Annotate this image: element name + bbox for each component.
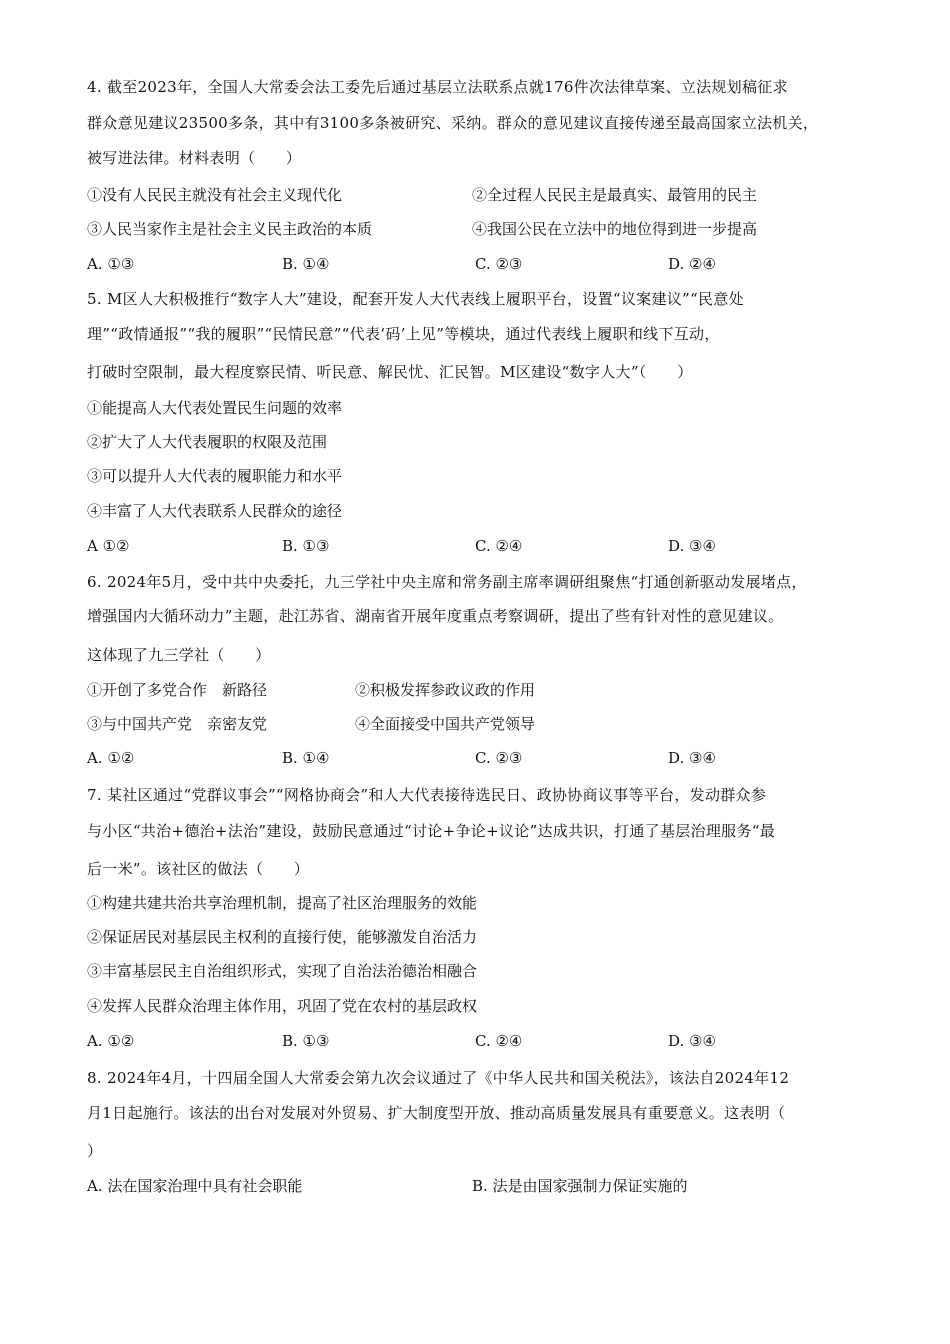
- choice-b: B. 法是由国家强制力保证实施的: [472, 1177, 688, 1195]
- question-stem-line: 4. 截至2023年，全国人大常委会法工委先后通过基层立法联系点就176件次法律草案、立法规划稿征求: [87, 78, 788, 96]
- statement-1: ①开创了多党合作 新路径: [87, 681, 268, 699]
- choice-c: C. ②③: [475, 255, 523, 273]
- question-stem-line: 月1日起施行。该法的出台对发展对外贸易、扩大制度型开放、推动高质量发展具有重要意义。这表明（: [87, 1104, 786, 1122]
- choice-b: B. ①④: [282, 255, 330, 273]
- choice-d: D. ③④: [668, 537, 716, 555]
- choice-c: C. ②④: [475, 537, 523, 555]
- statement-3: ③人民当家作主是社会主义民主政治的本质: [87, 220, 373, 238]
- choice-c: C. ②③: [475, 749, 523, 767]
- statement-4: ④丰富了人大代表联系人民群众的途径: [87, 502, 343, 520]
- choice-a: A ①②: [87, 537, 130, 555]
- question-stem-line: 被写进法律。材料表明（ ）: [87, 149, 302, 167]
- choice-b: B. ①③: [282, 537, 330, 555]
- statement-4: ④全面接受中国共产党领导: [355, 715, 536, 733]
- statement-2: ②保证居民对基层民主权利的直接行使，能够激发自治活力: [87, 928, 478, 946]
- statement-2: ②全过程人民民主是最真实、最管用的民主: [472, 186, 758, 204]
- statement-4: ④发挥人民群众治理主体作用，巩固了党在农村的基层政权: [87, 997, 478, 1015]
- statement-1: ①构建共建共治共享治理机制，提高了社区治理服务的效能: [87, 894, 478, 912]
- question-stem-line: 8. 2024年4月，十四届全国人大常委会第九次会议通过了《中华人民共和国关税法》，该法自2024年12: [87, 1069, 790, 1087]
- question-stem-line: 与小区“共治+德治+法治”建设，鼓励民意通过“讨论+争论+议论”达成共识，打通了基层治理服务“最: [87, 822, 776, 840]
- choice-b: B. ①③: [282, 1032, 330, 1050]
- question-stem-line: ）: [87, 1142, 103, 1160]
- question-stem-line: 6. 2024年5月，受中共中央委托，九三学社中央主席和常务副主席率调研组聚焦“打通创新驱动发展堵点，: [87, 573, 807, 591]
- choice-c: C. ②④: [475, 1032, 523, 1050]
- choice-a: A. ①②: [87, 749, 135, 767]
- choice-d: D. ③④: [668, 1032, 716, 1050]
- statement-3: ③与中国共产党 亲密友党: [87, 715, 268, 733]
- question-stem-line: 7. 某社区通过“党群议事会”“网格协商会”和人大代表接待选民日、政协协商议事等平台，发动群众参: [87, 786, 767, 804]
- statement-2: ②积极发挥参政议政的作用: [355, 681, 536, 699]
- question-stem-line: 后一米”。该社区的做法（ ）: [87, 860, 310, 878]
- statement-2: ②扩大了人大代表履职的权限及范围: [87, 433, 328, 451]
- statement-3: ③丰富基层民主自治组织形式，实现了自治法治德治相融合: [87, 962, 478, 980]
- question-stem-line: 这体现了九三学社（ ）: [87, 646, 271, 664]
- question-stem-line: 群众意见建议23500多条，其中有3100多条被研究、采纳。群众的意见建议直接传递至最高国家立法机关，: [87, 114, 819, 132]
- question-stem-line: 5. M区人大积极推行“数字人大”建设，配套开发人大代表线上履职平台，设置“议案建议”“民意处: [87, 290, 744, 308]
- question-stem-line: 增强国内大循环动力”主题，赴江苏省、湖南省开展年度重点考察调研，提出了些有针对性的意见建议。: [87, 607, 784, 625]
- question-stem-line: 理”“政情通报”“我的履职”“民情民意”“代表‘码’上见”等模块，通过代表线上履职和线下互动，: [87, 325, 720, 343]
- choice-d: D. ②④: [668, 255, 716, 273]
- choice-b: B. ①④: [282, 749, 330, 767]
- choice-a: A. 法在国家治理中具有社会职能: [87, 1177, 303, 1195]
- statement-1: ①没有人民民主就没有社会主义现代化: [87, 186, 343, 204]
- choice-a: A. ①②: [87, 1032, 135, 1050]
- choice-a: A. ①③: [87, 255, 135, 273]
- statement-3: ③可以提升人大代表的履职能力和水平: [87, 467, 343, 485]
- question-stem-line: 打破时空限制，最大程度察民情、听民意、解民忧、汇民智。M区建设“数字人大”（ ）: [87, 363, 693, 381]
- choice-d: D. ③④: [668, 749, 716, 767]
- statement-1: ①能提高人大代表处置民生问题的效率: [87, 399, 343, 417]
- statement-4: ④我国公民在立法中的地位得到进一步提高: [472, 220, 758, 238]
